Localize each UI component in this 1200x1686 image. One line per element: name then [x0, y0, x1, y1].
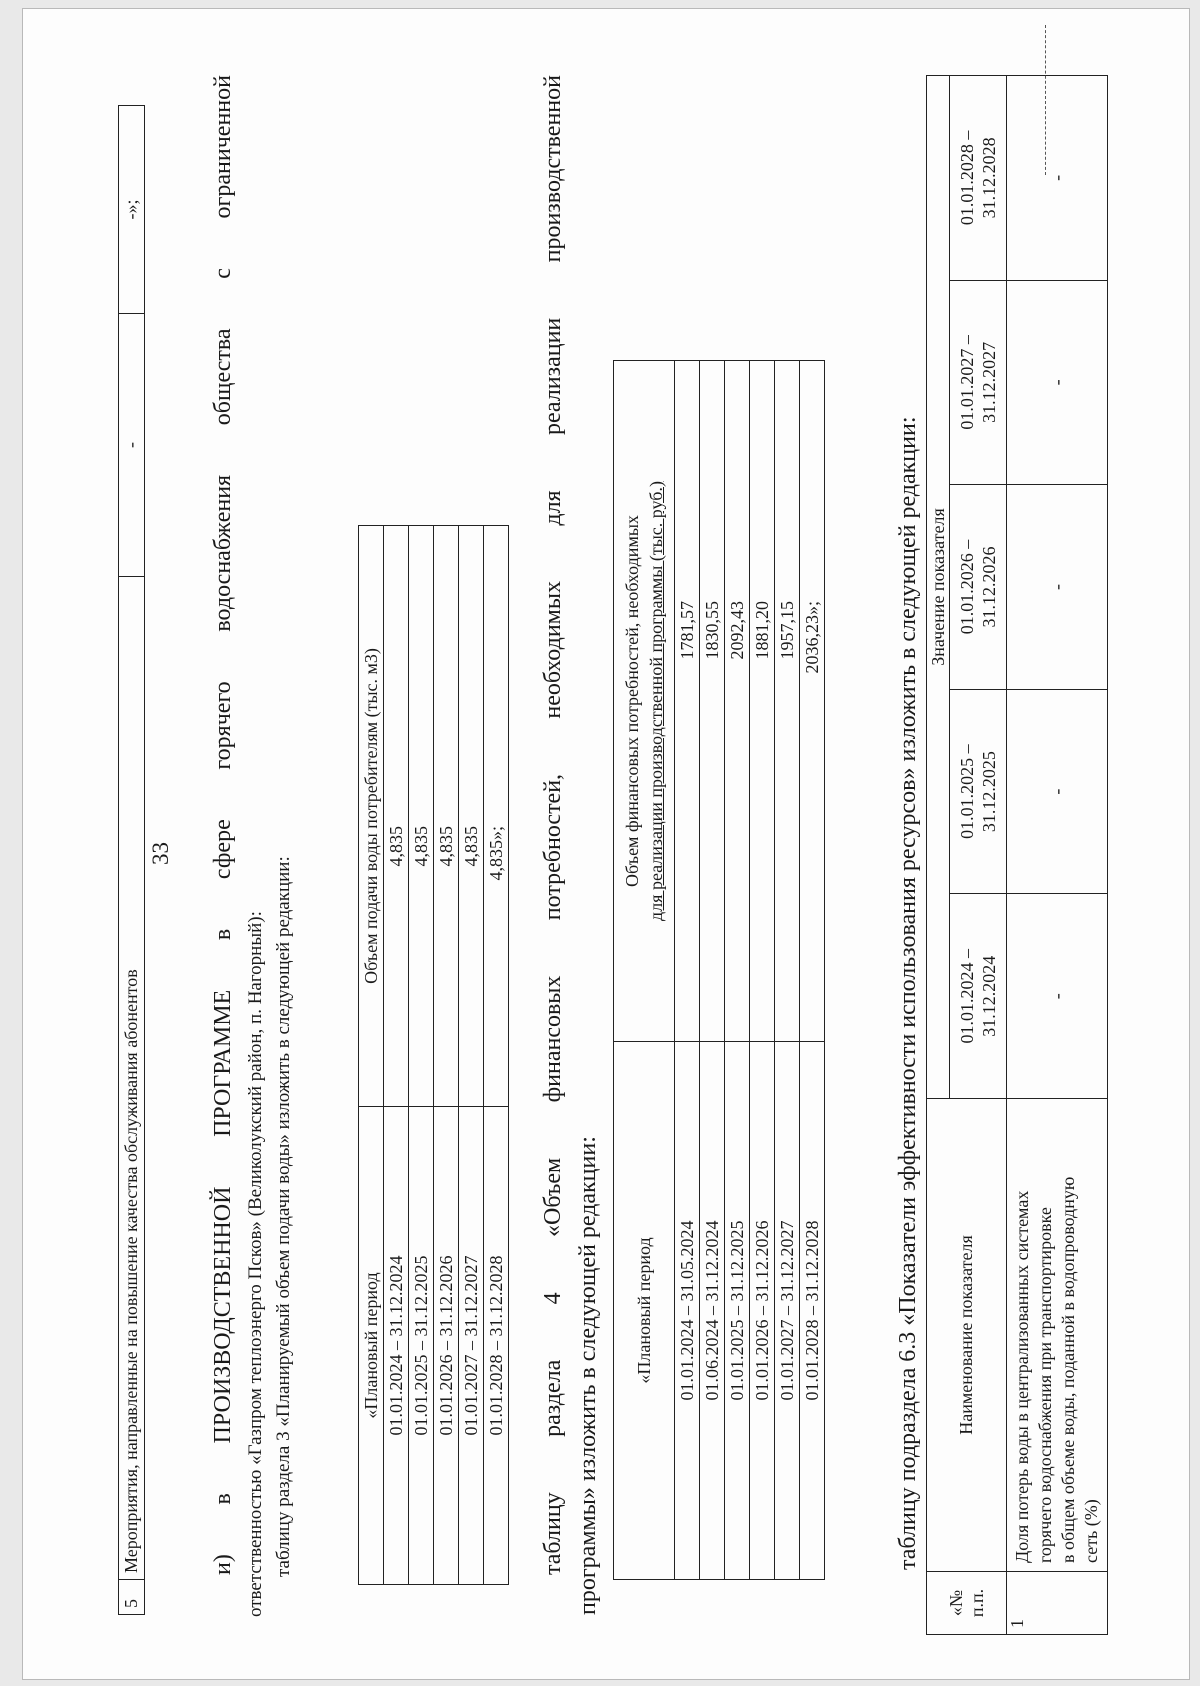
col-header-period — [950, 485, 1007, 690]
value-cell: 1881,20 — [750, 361, 775, 1042]
page-number: 33 — [148, 842, 173, 865]
period-cell: 01.06.2024 – 31.12.2024 — [700, 1042, 725, 1580]
table-row — [1007, 76, 1108, 1635]
period-cell: 01.01.2026 – 31.12.2026 — [434, 1107, 459, 1585]
value-cell: 4,835 — [409, 526, 434, 1107]
activity-name: Мероприятия, направленные на повышение качества обслуживания абонентов — [119, 577, 145, 1580]
col-header-volume: Объем подачи воды потребителям (тыс. м3) — [359, 526, 384, 1107]
table-row — [434, 526, 459, 1585]
col-header-period — [950, 280, 1007, 485]
col-header-value: Значение показателя — [927, 76, 950, 1099]
table-header — [614, 361, 675, 1580]
value-cell: - — [1007, 485, 1108, 690]
section-i-line1: и) в ПРОИЗВОДСТВЕННОЙ ПРОГРАММЕ в сфере горячего водоснабжения общества с ограниченной — [210, 75, 236, 1575]
value-cell: 1830,55 — [700, 361, 725, 1042]
value-cell: 2036,23»; — [800, 361, 825, 1042]
indicator-name — [1007, 1099, 1108, 1572]
section-6-3-line1: таблицу подраздела 6.3 «Показатели эффективности использования ресурсов» изложить в следующей редакции: — [895, 416, 921, 1570]
period-l1: 01.01.2024 – — [957, 948, 977, 1044]
col-header-period: «Плановый период — [614, 1042, 675, 1580]
table-row — [700, 361, 725, 1580]
col-header-name: Наименование показателя — [927, 1099, 1007, 1572]
indicator-name-l4: сеть (%) — [1081, 1499, 1101, 1563]
period-l2: 31.12.2026 — [979, 546, 999, 628]
table-row — [725, 361, 750, 1580]
table-row — [484, 526, 509, 1585]
scanned-page — [22, 8, 1190, 1680]
indicator-name-l3: в общем объеме воды, поданной в водопроводную — [1058, 1176, 1078, 1563]
value-cell: 1957,15 — [775, 361, 800, 1042]
period-cell: 01.01.2028 – 31.12.2028 — [484, 1107, 509, 1585]
period-cell: 01.01.2027 – 31.12.2027 — [459, 1107, 484, 1585]
period-cell: 01.01.2026 – 31.12.2026 — [750, 1042, 775, 1580]
col-header-period — [950, 894, 1007, 1099]
value-cell: - — [1007, 689, 1108, 894]
table-row — [119, 106, 145, 1615]
value-cell: 4,835 — [434, 526, 459, 1107]
period-cell: 01.01.2025 – 31.12.2025 — [409, 1107, 434, 1585]
table-row — [750, 361, 775, 1580]
period-l1: 01.01.2025 – — [957, 744, 977, 839]
value-cell: 1781,57 — [675, 361, 700, 1042]
col-header-period: «Плановый период — [359, 1107, 384, 1585]
col-header-no-l1: «№ — [945, 1589, 966, 1617]
table-row — [384, 526, 409, 1585]
value-cell: - — [1007, 894, 1108, 1099]
activities-row-table — [118, 105, 145, 1615]
table-row — [775, 361, 800, 1580]
table-row — [409, 526, 434, 1585]
row-number: 5 — [119, 1580, 145, 1615]
period-l2: 31.12.2024 — [979, 955, 999, 1037]
value-cell: - — [1007, 280, 1108, 485]
row-number: 1 — [1007, 1572, 1108, 1635]
period-l2: 31.12.2025 — [979, 751, 999, 833]
section-i-line3: таблицу раздела 3 «Планируемый объем подачи воды» изложить в следующей редакции: — [273, 856, 294, 1577]
table-header — [359, 526, 384, 1585]
col-header-no-l2: п.п. — [966, 1588, 987, 1618]
col-header-period — [950, 689, 1007, 894]
period-l2: 31.12.2028 — [979, 137, 999, 219]
finance-table — [613, 360, 825, 1580]
col-header-finance — [614, 361, 675, 1042]
table-row — [675, 361, 700, 1580]
table-row — [459, 526, 484, 1585]
period-cell: 01.01.2025 – 31.12.2025 — [725, 1042, 750, 1580]
activity-value-1: - — [119, 314, 145, 577]
period-cell: 01.01.2028 – 31.12.2028 — [800, 1042, 825, 1580]
period-l1: 01.01.2026 – — [957, 539, 977, 635]
value-cell: - — [1007, 76, 1108, 281]
value-cell: 4,835 — [384, 526, 409, 1107]
section-4-line2: программы» изложить в следующей редакции: — [575, 1136, 601, 1615]
col-header-no — [927, 1572, 1007, 1635]
value-cell: 4,835»; — [484, 526, 509, 1107]
col-header-finance-l1: Объем финансовых потребностей, необходимых — [622, 515, 642, 887]
indicator-name-l1: Доля потерь воды в централизованных системах — [1012, 1190, 1032, 1563]
period-l1: 01.01.2027 – — [957, 335, 977, 430]
table-row — [800, 361, 825, 1580]
rotated-content — [23, 9, 1190, 1680]
col-header-finance-l2: для реализации производственной программы (тыс. руб.) — [646, 481, 666, 921]
period-l2: 31.12.2027 — [979, 341, 999, 423]
section-4-line1: таблицу раздела 4 «Объем финансовых потребностей, необходимых для реализации производственной — [540, 75, 566, 1575]
period-cell: 01.01.2024 – 31.05.2024 — [675, 1042, 700, 1580]
period-l1: 01.01.2028 – — [957, 130, 977, 226]
col-header-period — [950, 76, 1007, 281]
value-cell: 2092,43 — [725, 361, 750, 1042]
efficiency-table — [926, 75, 1108, 1635]
period-cell: 01.01.2024 – 31.12.2024 — [384, 1107, 409, 1585]
period-cell: 01.01.2027 – 31.12.2027 — [775, 1042, 800, 1580]
activity-value-2: -»; — [119, 106, 145, 314]
water-supply-table — [358, 525, 509, 1585]
value-cell: 4,835 — [459, 526, 484, 1107]
indicator-name-l2: горячего водоснабжения при транспортировке — [1035, 1207, 1055, 1563]
table-header — [927, 76, 950, 1635]
section-i-line2: ответственностью «Газпром теплоэнерго Псков» (Великолукский район, п. Нагорный): — [245, 911, 266, 1617]
dashed-line — [1045, 25, 1046, 175]
